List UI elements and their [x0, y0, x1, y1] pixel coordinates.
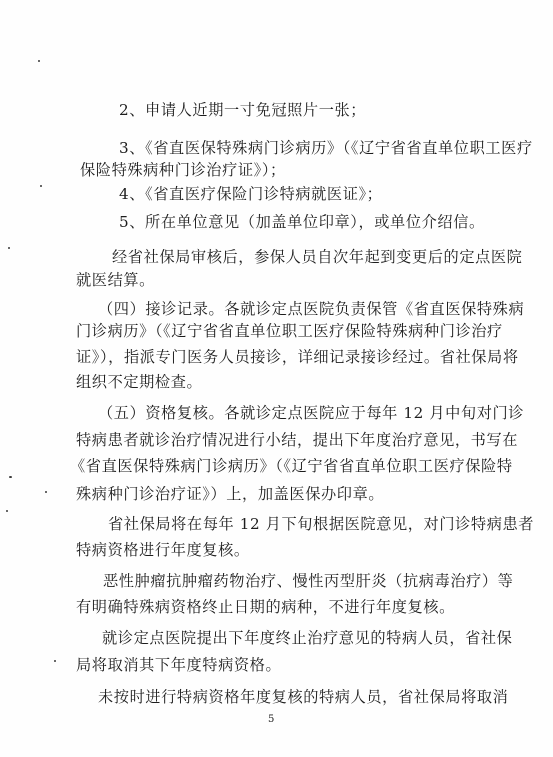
text-line-16: 省社保局将在每年 12 月下旬根据医院意见，对门诊特病患者 [108, 515, 535, 533]
text-line-21: 局将取消其下年度特病资格。 [76, 656, 282, 674]
scan-speck [54, 660, 56, 662]
text-line-17: 特病资格进行年度复核。 [76, 541, 250, 559]
text-line-13: 特病患者就诊治疗情况进行小结，提出下年度治疗意见，书写在 [76, 431, 519, 449]
scan-speck [8, 247, 10, 249]
text-line-3: 保险特殊病种门诊治疗证》）； [80, 161, 286, 179]
scan-speck [6, 510, 8, 512]
page-number: 5 [268, 714, 275, 725]
text-line-6: 经省社保局审核后，参保人员自次年起到变更后的定点医院 [112, 248, 523, 266]
text-line-18: 恶性肿瘤抗肿瘤药物治疗、慢性丙型肝炎（抗病毒治疗）等 [103, 572, 514, 590]
text-line-1: 2、申请人近期一寸免冠照片一张； [119, 101, 367, 119]
text-line-8: （四）接诊记录。各就诊定点医院负责保管《省直医保特殊病 [98, 300, 525, 318]
text-line-20: 就诊定点医院提出下年度终止治疗意见的特病人员，省社保 [102, 629, 513, 647]
scan-speck [38, 60, 40, 62]
text-line-12: （五）资格复核。各就诊定点医院应于每年 12 月中旬对门诊 [98, 404, 525, 422]
text-line-19: 有明确特殊病资格终止日期的病种，不进行年度复核。 [76, 598, 455, 616]
text-line-9: 门诊病历》（《辽宁省省直单位职工医疗保险特殊病种门诊治疗 [76, 322, 503, 340]
text-line-5: 5、所在单位意见（加盖单位印章），或单位介绍信。 [119, 213, 485, 231]
text-line-11: 组织不定期检查。 [76, 373, 203, 391]
text-line-7: 就医结算。 [76, 271, 155, 289]
scan-speck [9, 476, 12, 478]
text-line-22: 未按时进行特病资格年度复核的特病人员，省社保局将取消 [98, 688, 509, 706]
text-line-2: 3、《省直医保特殊病门诊病历》（《辽宁省省直单位职工医疗 [119, 139, 533, 157]
scan-speck [45, 491, 47, 493]
text-line-14: 《省直医保特殊病门诊病历》（《辽宁省省直单位职工医疗保险特 [70, 457, 513, 475]
text-line-10: 证》），指派专门医务人员接诊，详细记录接诊经过。省社保局将 [76, 348, 519, 366]
text-line-15: 殊病种门诊治疗证》）上，加盖医保办印章。 [76, 485, 385, 503]
text-line-4: 4、《省直医疗保险门诊特病就医证》； [119, 185, 383, 203]
scan-speck [40, 185, 42, 187]
